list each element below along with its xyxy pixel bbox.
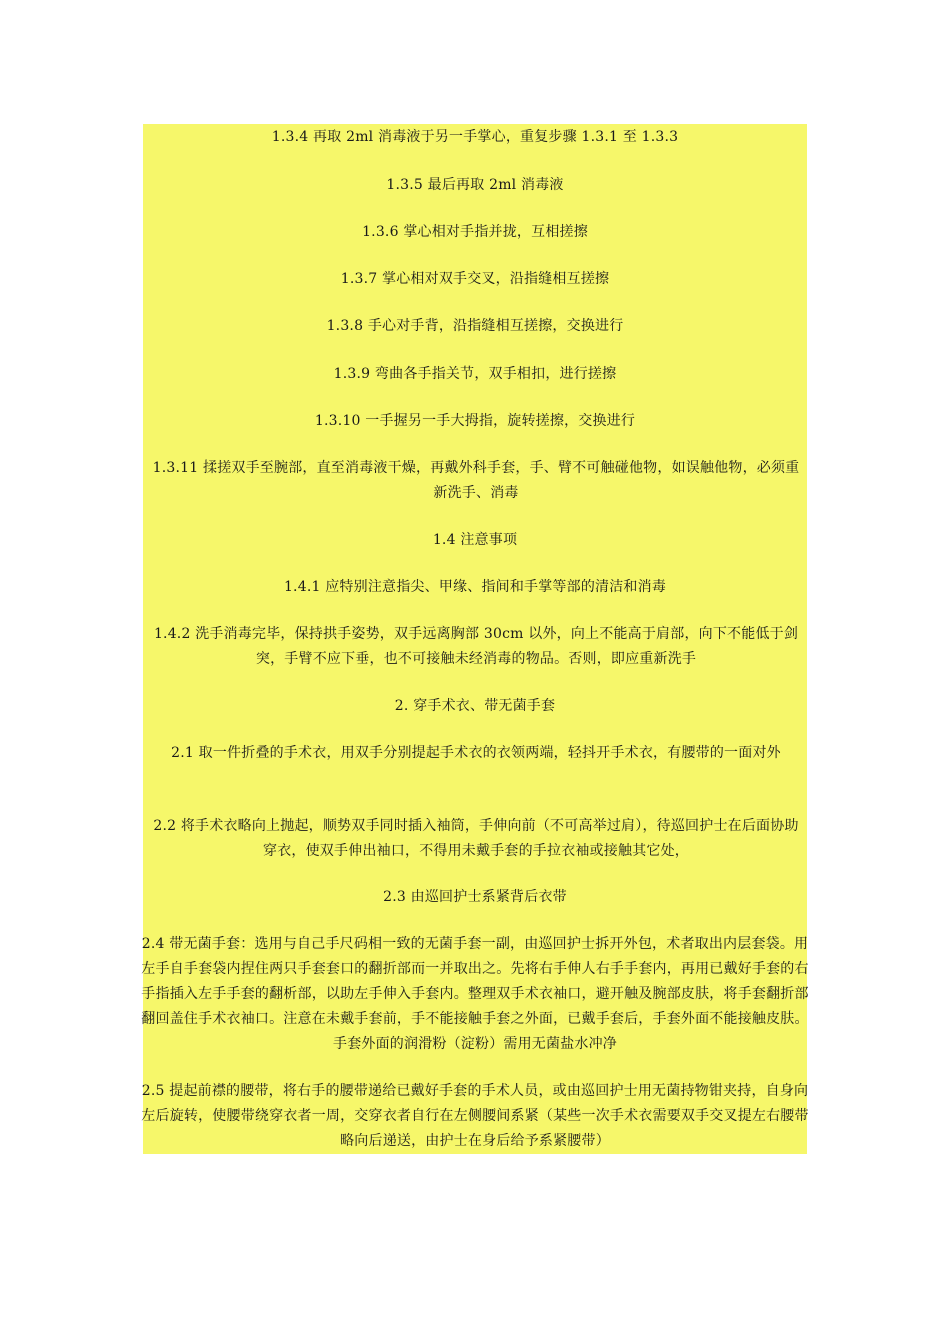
step-1-3-11: 1.3.11 揉搓双手至腕部，直至消毒液干燥，再戴外科手套，手、臂不可触碰他物，如误触他物，必须重新洗手、消毒 <box>152 460 800 501</box>
step-1-3-8: 1.3.8 手心对手背，沿指缝相互搓擦，交换进行 <box>326 318 624 334</box>
note-1-4-1: 1.4.1 应特别注意指尖、甲缘、指间和手掌等部的清洁和消毒 <box>283 579 667 595</box>
step-1-3-4: 1.3.4 再取 2ml 消毒液于另一手掌心，重复步骤 1.3.1 至 1.3.3 <box>271 129 679 145</box>
step-1-3-5: 1.3.5 最后再取 2ml 消毒液 <box>386 177 564 193</box>
step-1-3-7: 1.3.7 掌心相对双手交叉，沿指缝相互搓擦 <box>340 271 610 287</box>
step-1-3-10: 1.3.10 一手握另一手大拇指，旋转搓擦，交换进行 <box>314 413 636 429</box>
step-2-4: 2.4 带无菌手套：选用与自己手尺码相一致的无菌手套一副，由巡回护士拆开外包，术者取出内层套袋。用左手自手套袋内捏住两只手套套口的翻折部而一并取出之。先将右手伸人右手手套内，再用已戴好手套的右手指插入左手手套的翻析部，以助左手伸入手套内。整理双手术衣袖口，避开触及腕部皮肤，将手套翻折部翻回盖住手术衣袖口。注意在未戴手套前，手不能接触手套之外面，已戴手套后，手套外面不能接触皮肤。手套外面的润滑粉（淀粉）需用无菌盐水冲净 <box>141 936 809 1052</box>
highlighted-text-block <box>143 124 807 1154</box>
section-2-heading: 2. 穿手术衣、带无菌手套 <box>394 698 556 714</box>
step-2-2: 2.2 将手术衣略向上抛起，顺势双手同时插入袖筒，手伸向前（不可高举过肩），待巡回护士在后面协助穿衣，使双手伸出袖口，不得用未戴手套的手拉衣袖或接触其它处， <box>153 818 799 859</box>
step-2-5: 2.5 提起前襟的腰带，将右手的腰带递给已戴好手套的手术人员，或由巡回护士用无菌持物钳夹持，自身向左后旋转，使腰带绕穿衣者一周，交穿衣者自行在左侧腰间系紧（某些一次手术衣需要双手交叉提左右腰带略向后递送，由护士在身后给予系紧腰带） <box>141 1083 809 1149</box>
step-1-3-9: 1.3.9 弯曲各手指关节，双手相扣，进行搓擦 <box>333 366 617 382</box>
step-1-3-6: 1.3.6 掌心相对手指并拢，互相搓擦 <box>362 224 588 240</box>
step-2-3: 2.3 由巡回护士系紧背后衣带 <box>383 889 567 905</box>
section-1-4-heading: 1.4 注意事项 <box>432 532 518 548</box>
step-2-1: 2.1 取一件折叠的手术衣，用双手分别提起手术衣的衣领两端，轻抖开手术衣，有腰带的一面对外 <box>171 745 781 761</box>
note-1-4-2: 1.4.2 洗手消毒完毕，保持拱手姿势，双手远离胸部 30cm 以外，向上不能高于肩部，向下不能低于剑突，手臂不应下垂，也不可接触未经消毒的物品。否则，即应重新洗手 <box>153 626 799 667</box>
